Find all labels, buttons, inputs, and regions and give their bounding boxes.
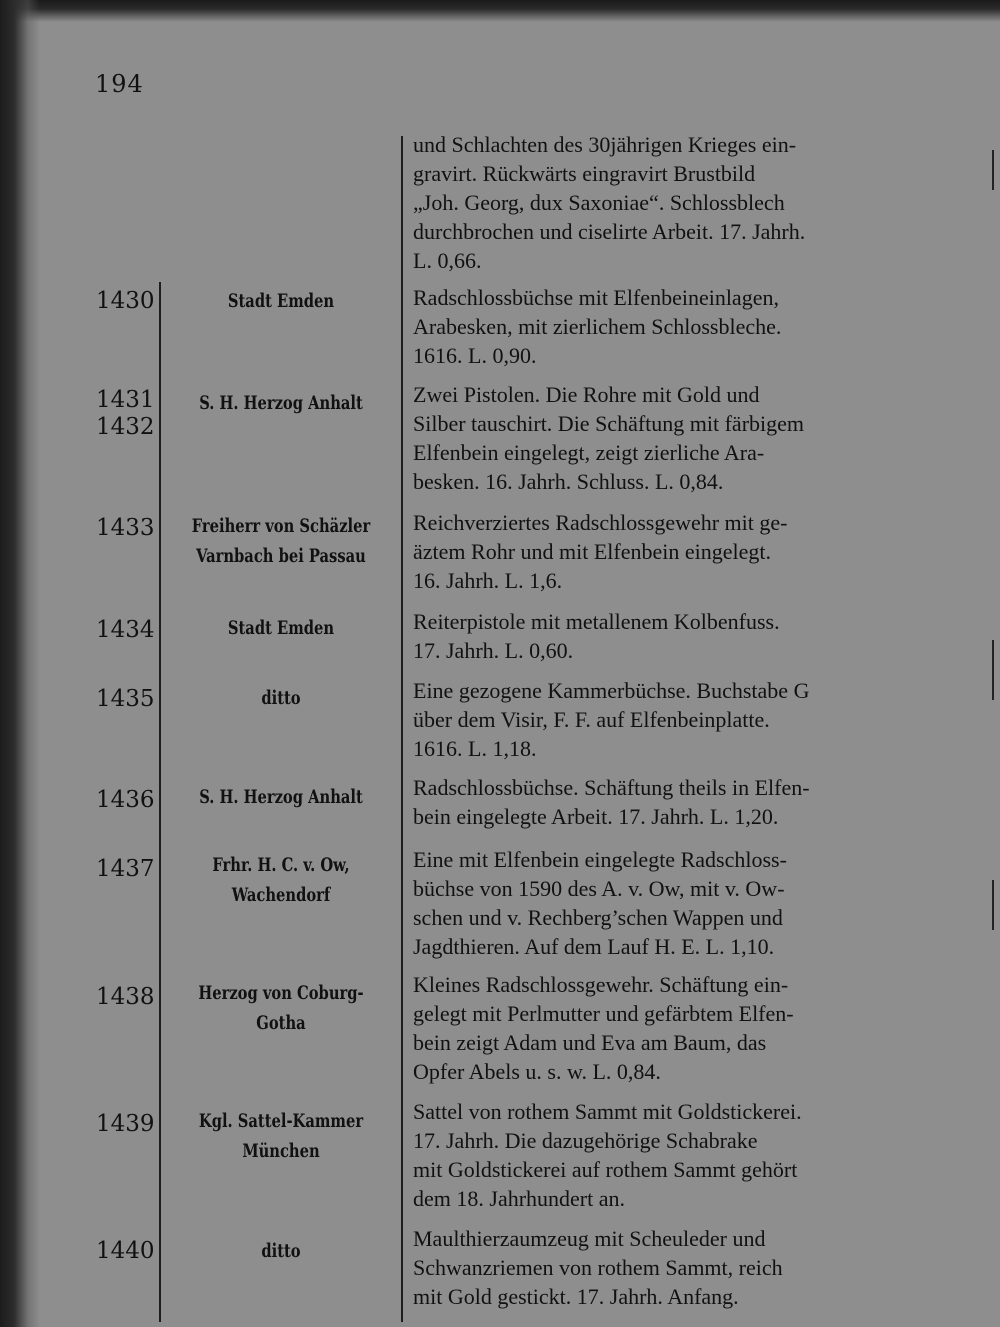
text-line: Reiterpistole mit metallenem Kolbenfuss. — [413, 609, 780, 634]
text-line: Schwanzriemen von rothem Sammt, reich — [413, 1255, 783, 1280]
text-line: 1616. L. 1,18. — [413, 736, 537, 761]
text-line: durchbrochen und ciselirte Arbeit. 17. Jahrh. — [413, 219, 806, 244]
text-line: Zwei Pistolen. Die Rohre mit Gold und — [413, 382, 760, 407]
text-line: Reichverziertes Radschlossgewehr mit ge- — [413, 510, 788, 535]
text-line: Sattel von rothem Sammt mit Goldstickerei. — [413, 1099, 802, 1124]
entry-donor — [180, 286, 381, 316]
text-line: Opfer Abels u. s. w. L. 0,84. — [413, 1059, 661, 1084]
text-line: büchse von 1590 des A. v. Ow, mit v. Ow- — [413, 876, 785, 901]
donor-line: Stadt Emden — [227, 290, 335, 312]
text-line: bein zeigt Adam und Eva am Baum, das — [413, 1030, 767, 1055]
text-line: Radschlossbüchse. Schäftung theils in Elfen- — [413, 775, 810, 800]
donor-line: Kgl. Sattel-Kammer — [198, 1110, 364, 1132]
donor-line: Frhr. H. C. v. Ow, — [212, 854, 350, 876]
scan-border-left — [0, 0, 40, 1327]
donor-line: S. H. Herzog Anhalt — [199, 392, 363, 414]
text-line: L. 0,66. — [413, 248, 482, 273]
continuation-text — [413, 130, 953, 275]
text-line: schen und v. Rechberg’schen Wappen und — [413, 905, 783, 930]
entry-description — [413, 970, 953, 1086]
text-line: Elfenbein eingelegt, zeigt zierliche Ara- — [413, 440, 765, 465]
entry-number: 1440 — [96, 1238, 155, 1264]
entry-donor — [180, 782, 381, 812]
text-line: bein eingelegte Arbeit. 17. Jahrh. L. 1,20. — [413, 804, 779, 829]
entry-donor — [180, 511, 381, 571]
entry-description — [413, 508, 953, 595]
text-line: äztem Rohr und mit Elfenbein eingelegt. — [413, 539, 772, 564]
text-line: mit Goldstickerei auf rothem Sammt gehört — [413, 1157, 798, 1182]
text-line: Jagdthieren. Auf dem Lauf H. E. L. 1,10. — [413, 934, 775, 959]
donor-line: ditto — [261, 1240, 301, 1262]
donor-line: S. H. Herzog Anhalt — [199, 786, 363, 808]
entry-number: 1438 — [96, 984, 155, 1010]
entry-number: 1431 1432 — [96, 387, 155, 440]
entry-donor — [180, 978, 381, 1038]
donor-line: Herzog von Coburg- — [198, 982, 364, 1004]
text-line: Kleines Radschlossgewehr. Schäftung ein- — [413, 972, 789, 997]
entry-description — [413, 845, 953, 961]
donor-line: Wachendorf — [231, 884, 331, 906]
text-line: 17. Jahrh. L. 0,60. — [413, 638, 574, 663]
entry-donor — [180, 850, 381, 910]
entry-description — [413, 676, 953, 763]
entry-number: 1436 — [96, 787, 155, 813]
entry-description — [413, 380, 953, 496]
text-line: Arabesken, mit zierlichem Schlossbleche. — [413, 314, 782, 339]
entry-donor — [180, 1236, 381, 1266]
text-line: Maulthierzaumzeug mit Scheuleder und — [413, 1226, 766, 1251]
text-line: dem 18. Jahrhundert an. — [413, 1186, 625, 1211]
donor-line: Stadt Emden — [227, 617, 335, 639]
donor-line: Gotha — [256, 1012, 306, 1034]
entry-donor — [180, 683, 381, 713]
entry-number: 1434 — [96, 617, 155, 643]
donor-line: München — [242, 1140, 320, 1162]
page-number: 194 — [95, 70, 144, 98]
entry-number: 1433 — [96, 515, 155, 541]
scan-border-top — [0, 0, 1000, 22]
entry-donor — [180, 613, 381, 643]
entry-description — [413, 1224, 953, 1311]
text-line: über dem Visir, F. F. auf Elfenbeinplatte. — [413, 707, 770, 732]
text-line: Radschlossbüchse mit Elfenbeineinlagen, — [413, 285, 779, 310]
text-line: gelegt mit Perlmutter und gefärbtem Elfen- — [413, 1001, 794, 1026]
entry-description — [413, 773, 953, 831]
entry-number: 1437 — [96, 856, 155, 882]
entry-donor — [180, 388, 381, 418]
entry-description — [413, 283, 953, 370]
scan-mark — [992, 880, 994, 930]
text-line: Silber tauschirt. Die Schäftung mit färbigem — [413, 411, 805, 436]
text-line: Eine gezogene Kammerbüchse. Buchstabe G — [413, 678, 810, 703]
donor-line: Freiherr von Schäzler — [191, 515, 371, 537]
text-line: mit Gold gestickt. 17. Jahrh. Anfang. — [413, 1284, 739, 1309]
entry-number: 1435 — [96, 686, 155, 712]
entry-description — [413, 1097, 953, 1213]
text-line: Eine mit Elfenbein eingelegte Radschloss- — [413, 847, 787, 872]
text-line: 16. Jahrh. L. 1,6. — [413, 568, 563, 593]
entry-description — [413, 607, 953, 665]
entry-number: 1439 — [96, 1111, 155, 1137]
text-line: gravirt. Rückwärts eingravirt Brustbild — [413, 161, 756, 186]
column-rule-right — [401, 136, 403, 1322]
donor-line: ditto — [261, 687, 301, 709]
scan-mark — [992, 150, 994, 190]
text-line: „Joh. Georg, dux Saxoniae“. Schlossblech — [413, 190, 785, 215]
text-line: 17. Jahrh. Die dazugehörige Schabrake — [413, 1128, 758, 1153]
text-line: besken. 16. Jahrh. Schluss. L. 0,84. — [413, 469, 724, 494]
column-rule-left — [159, 282, 161, 1322]
text-line: 1616. L. 0,90. — [413, 343, 537, 368]
scan-mark — [992, 640, 994, 700]
entry-donor — [180, 1106, 381, 1166]
donor-line: Varnbach bei Passau — [196, 545, 366, 567]
text-line: und Schlachten des 30jährigen Krieges ein- — [413, 132, 797, 157]
entry-number: 1430 — [96, 288, 155, 314]
